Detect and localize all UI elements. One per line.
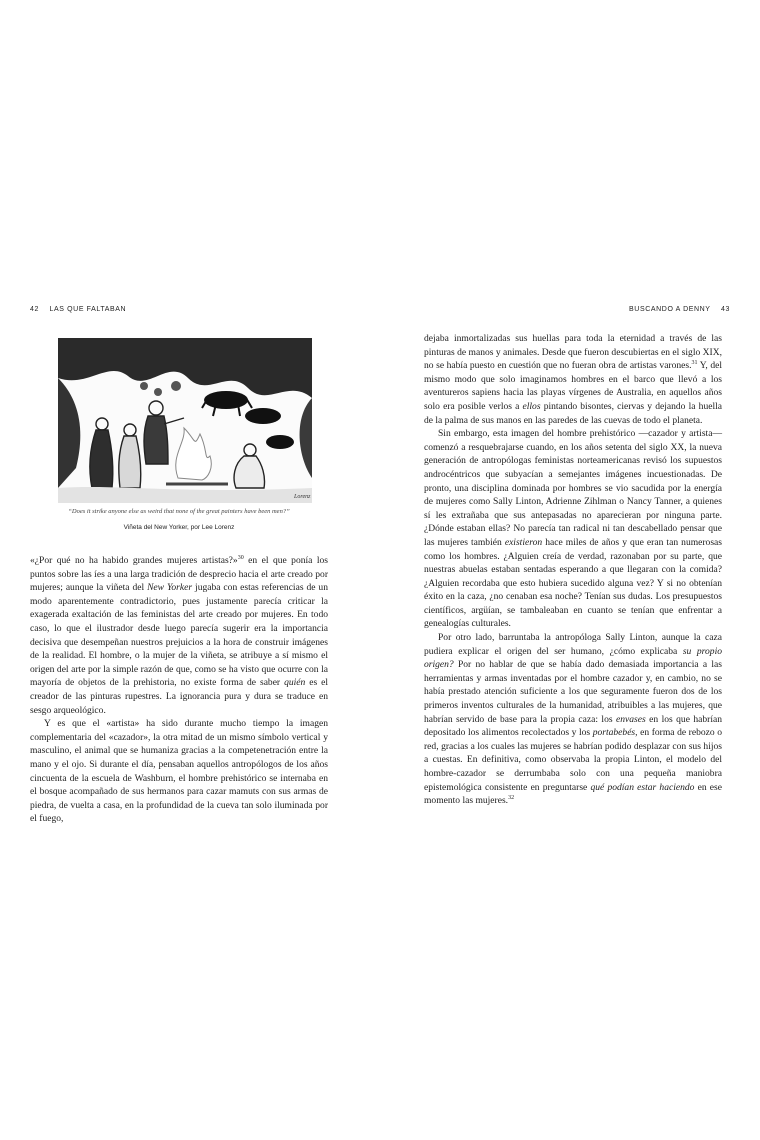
right-page-body [424,332,722,808]
cartoon-signature: Lorenz [294,494,311,500]
cartoon-quote: “Does it strike anyone else as weird that none of the great painters have been men?” [68,508,290,515]
left-running-head [30,306,126,313]
right-page-number: 43 [721,306,730,313]
right-paragraph-1: dejaba inmortalizadas sus huellas para toda la eternidad a través de las pinturas de manos y animales. Desde que fueron descubiertas en el siglo XIX, no se había puesto en cuestión que no fueran obra de artistas varones.$^{31}$ Y, del mismo modo que solo imaginamos hombres en el barco que llevó a los aventureros sapiens hacia las playas vírgenes de Australia, en aquellos años solo era posible verlos a ellos pintando bisontes, ciervas y dejando la huella de la palma de sus manos en las paredes de las cuevas de todo el planeta. [424,333,722,426]
right-chapter-title: BUSCANDO A DENNY [629,306,711,313]
right-running-head [629,306,730,313]
left-book-title: LAS QUE FALTABAN [49,306,127,313]
left-page-body [30,554,328,826]
left-page-number: 42 [30,306,39,313]
right-paragraph-3: Por otro lado, barruntaba la antropóloga Sally Linton, aunque la caza pudiera explicar el origen del ser humano, ¿cómo explicaba su propio origen? Por no hablar de que se había dado demasiada importancia a las herramientas y armas inventadas por el hombre cazador y, en cambio, no se había prestado atención suficiente a los que seguramente fueron dos de los primeros inventos culturales de la humanidad, atribuibles a las mujeres, que habrían servido de base para la propia caza: los envases en los que habrían depositado los alimentos recolectados y los portabebés, en forma de rebozo o red, gracias a los cuales las mujeres se habrían podido desplazar con sus hijos a cuestas. En definitiva, como observaba la propia Linton, el modelo del hombre-cazador se derrumbaba solo con una pequeña maniobra epistemológica consistente en preguntarse qué podían estar haciendo en ese momento las mujeres.$^{32}$ [424,632,723,807]
footnote-ref-31: 31 [691,360,698,367]
left-paragraph-1: «¿Por qué no ha habido grandes mujeres artistas?»$^{30}$ en el que ponía los puntos sobre las íes a una larga tradición de desprecio hacia el arte creado por mujeres; aunque la viñeta del New Yorker jugaba con estas referencias de un modo aparentemente contradictorio, pues justamente parecía criticar la exagerada exaltación de las feministas del arte creado por mujeres. En todo caso, lo que el ilustrador desde luego parecía sugerir era la importancia decisiva que desempeñan nuestros prejuicios a la hora de construir imágenes de la realidad. El hombre, o la mujer de la viñeta, se atribuye a sí mismo el origen del arte por la simple razón de que, como se ha visto que ocurre con la mayoría de objetos de la prehistoria, no existe forma de saber quién es el creador de las pinturas rupestres. La ignorancia pura y dura se traduce en sesgo arqueológico. [30,554,328,716]
left-paragraph-2: Y es que el «artista» ha sido durante mucho tiempo la imagen complementaria del «cazador», la otra mitad de un mismo símbolo vertical y masculino, el animal que se humaniza gracias a la competenetración entre la mano y el ojo. Si durante el día, pensaban aquellos antropólogos de los años cincuenta de la escuela de Washburn, el hombre prehistórico se internaba en el bosque acompañado de sus hermanos para cazar mamuts con sus armas de piedra, de vuelta a casa, en la profundidad de la cueva tan solo iluminada por el fuego, [30,718,328,825]
right-paragraph-2: Sin embargo, esta imagen del hombre prehistórico —cazador y artista— comenzó a resquebrajarse cuando, en los años setenta del siglo XX, la nueva generación de antropólogas feministas norteamericanas revisó los supuestos androcéntricos que subyacían a semejantes imágenes incuestionadas. De pronto, una disciplina dominada por hombres se vio sacudida por la energía de mujeres como Sally Linton, Adrienne Zihlman o Nancy Tanner, a quienes sí les extrañaba que sus antepasadas no aparecieran por ninguna parte. ¿Dónde estaban ellas? No parecía tan radical ni tan descabellado pensar que las mujeres también existieron hace miles de años y que eran tan numerosas como los hombres. ¿Alguien creía de verdad, razonaban por su parte, que nuestras abuelas estaban sentadas esperando a que llegaran con la comida? ¿Alguien recordaba que esto hubiera sucedido alguna vez? Y si no obtenían éxito en la caza, ¿no cenaban esa noche? Tenían sus dudas. Los presupuestos científicos, argüían, se tambaleaban en cuanto se tenían que enfrentar a genealogías culturales. [424,428,722,630]
footnote-ref-30: 30 [237,554,244,561]
footnote-ref-32: 32 [508,795,515,802]
cave-cartoon-illustration [58,338,312,503]
figure-caption: Viñeta del New Yorker, por Lee Lorenz [123,524,235,531]
